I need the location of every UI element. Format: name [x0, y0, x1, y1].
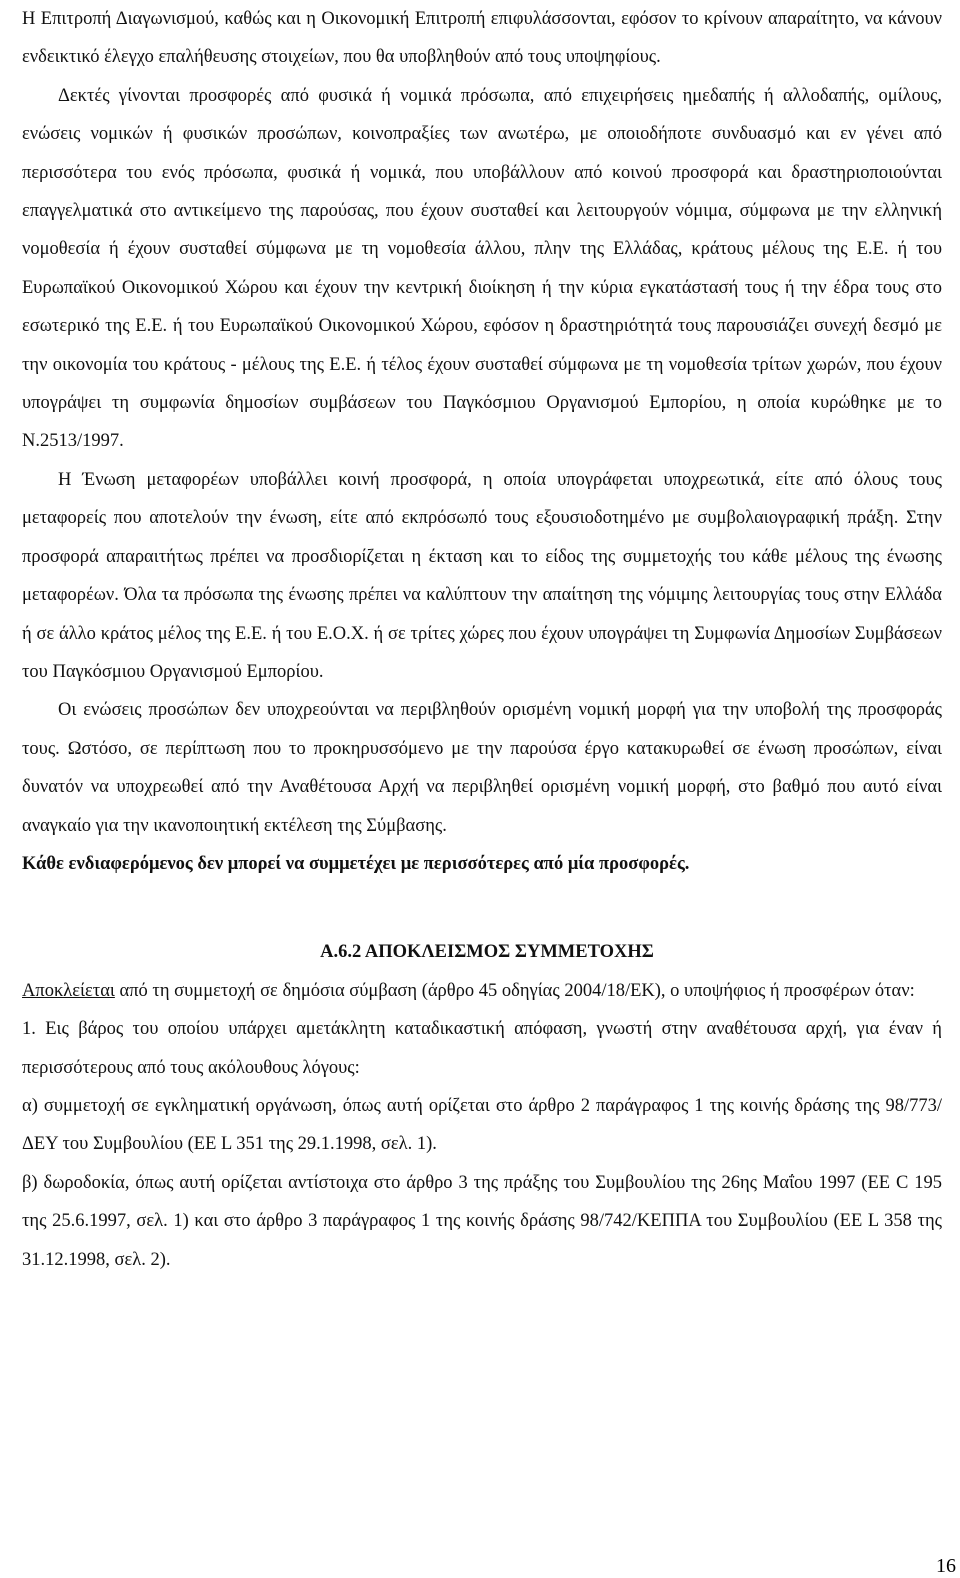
- exclusion-intro-text: από τη συμμετοχή σε δημόσια σύμβαση (άρθρο 45 οδηγίας 2004/18/ΕΚ), ο υποψήφιος ή προσφέρων όταν:: [114, 980, 915, 1001]
- exclusion-intro: [22, 972, 942, 1010]
- document-page: [22, 0, 942, 1279]
- page-number: 16: [936, 1555, 956, 1577]
- list-item-a: α) συμμετοχή σε εγκληματική οργάνωση, όπως αυτή ορίζεται στο άρθρο 2 παράγραφος 1 της κοινής δράσης της 98/773/ΔΕΥ του Συμβουλίου (ΕΕ L 351 της 29.1.1998, σελ. 1).: [22, 1095, 942, 1155]
- list-item-b: β) δωροδοκία, όπως αυτή ορίζεται αντίστοιχα στο άρθρο 3 της πράξης του Συμβουλίου της 26ης Μαΐου 1997 (ΕΕ C 195 της 25.6.1997, σελ. 1) και στο άρθρο 3 παράγραφος 1 της κοινής δράσης 98/742/ΚΕΠΠΑ του Συμβουλίου (ΕΕ L 358 της 31.12.1998, σελ. 2).: [22, 1172, 942, 1270]
- paragraph-eligible-bidders: Δεκτές γίνονται προσφορές από φυσικά ή νομικά πρόσωπα, από επιχειρήσεις ημεδαπής ή αλλοδαπής, ομίλους, ενώσεις νομικών ή φυσικών προσώπων, κοινοπραξίες των ανωτέρω, με οποιοδήποτε συνδυασμό και εν γένει από περισσότερα του ενός πρόσωπα, φυσικά ή νομικά, που υποβάλλουν από κοινού προσφορά και δραστηριοποιούνται επαγγελματικά στο αντικείμενο της παρούσας, που έχουν συσταθεί και λειτουργούν νόμιμα, σύμφωνα με την ελληνική νομοθεσία ή έχουν συσταθεί σύμφωνα με τη νομοθεσία άλλου, πλην της Ελλάδας, κράτους μέλους της Ε.Ε. ή του Ευρωπαϊκού Οικονομικού Χώρου και έχουν την κεντρική διοίκηση ή την κύρια εγκατάστασή τους ή την έδρα τους στο εσωτερικό της Ε.Ε. ή του Ευρωπαϊκού Οικονομικού Χώρου, εφόσον η δραστηριότητά τους παρουσιάζει συνεχή δεσμό με την οικονομία του κράτους - μέλους της Ε.Ε. ή τέλος έχουν συσταθεί σύμφωνα με τη νομοθεσία τρίτων χωρών, που έχουν υπογράψει τη συμφωνία δημοσίων συμβάσεων του Παγκόσμιου Οργανισμού Εμπορίου, η οποία κυρώθηκε με το Ν.2513/1997.: [22, 85, 942, 452]
- section-heading: Α.6.2 ΑΠΟΚΛΕΙΣΜΟΣ ΣΥΜΜΕΤΟΧΗΣ: [320, 942, 654, 963]
- paragraph-evaluation-committee: Η Επιτροπή Διαγωνισμού, καθώς και η Οικονομική Επιτροπή επιφυλάσσονται, εφόσον το κρίνουν απαραίτητο, να κάνουν ενδεικτικό έλεγχο επαλήθευσης στοιχείων, που θα υποβληθούν από τους υποψηφίους.: [22, 9, 942, 68]
- list-item-1: 1. Εις βάρος του οποίου υπάρχει αμετάκλητη καταδικαστική απόφαση, γνωστή στην αναθέτουσα αρχή, για έναν ή περισσότερους από τους ακόλουθους λόγους:: [22, 1019, 942, 1078]
- exclusion-intro-underlined: Αποκλείεται: [22, 980, 115, 1001]
- paragraph-transport-union: Η Ένωση μεταφορέων υποβάλλει κοινή προσφορά, η οποία υπογράφεται υποχρεωτικά, είτε από όλους τους μεταφορείς που αποτελούν την ένωση, είτε από εκπρόσωπό τους εξουσιοδοτημένο με συμβολαιογραφική πράξη. Στην προσφορά απαραιτήτως πρέπει να προσδιορίζεται η έκταση και το είδος της συμμετοχής του κάθε μέλους της ένωσης μεταφορέων. Όλα τα πρόσωπα της ένωσης πρέπει να καλύπτουν την απαίτηση της νόμιμης λειτουργίας τους στην Ελλάδα ή σε άλλο κράτος μέλος της Ε.Ε. ή του Ε.Ο.Χ. ή σε τρίτες χώρες που έχουν υπογράψει τη Συμφωνία Δημοσίων Συμβάσεων του Παγκόσμιου Οργανισμού Εμπορίου.: [22, 469, 942, 682]
- paragraph-legal-form: Οι ενώσεις προσώπων δεν υποχρεούνται να περιβληθούν ορισμένη νομική μορφή για την υποβολή της προσφοράς τους. Ωστόσο, σε περίπτωση που το προκηρυσσόμενο με την παρούσα έργο κατακυρωθεί σε ένωση προσώπων, είναι δυνατόν να υποχρεωθεί από την Αναθέτουσα Αρχή να περιβληθεί ορισμένη νομική μορφή, στο βαθμό που αυτό είναι αναγκαίο για την ικανοποιητική εκτέλεση της Σύμβασης.: [22, 700, 942, 836]
- paragraph-single-offer-notice: Κάθε ενδιαφερόμενος δεν μπορεί να συμμετέχει με περισσότερες από μία προσφορές.: [22, 853, 690, 874]
